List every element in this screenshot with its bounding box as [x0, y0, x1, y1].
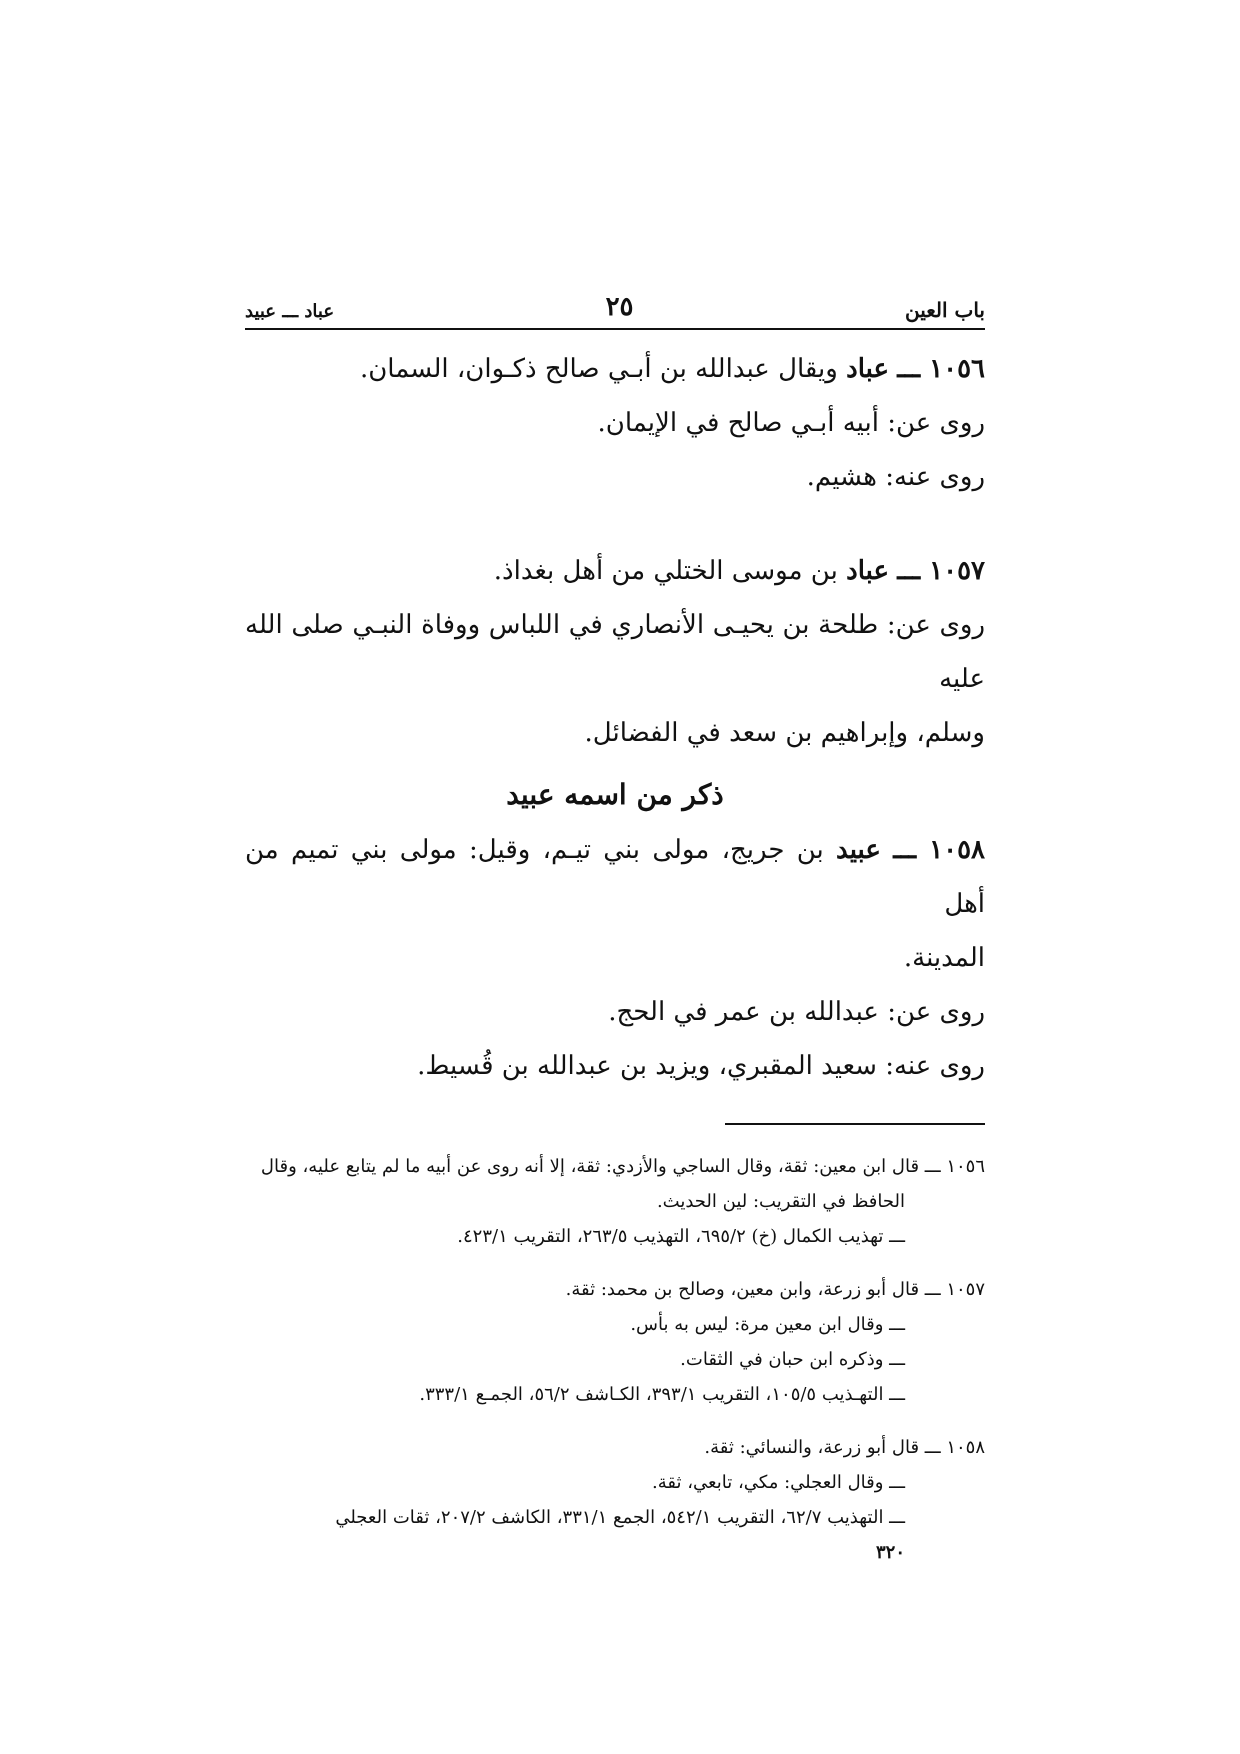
- footnote-1057: [245, 1272, 985, 1412]
- entry-1056: [245, 342, 985, 504]
- entry-line: المدينة.: [903, 943, 985, 973]
- entry-line: وسلم، وإبراهيم بن سعد في الفضائل.: [584, 718, 985, 748]
- header-section-title: باب العين: [904, 298, 985, 322]
- footnote-line: ١٠٥٧ ـــ قال أبو زرعة، وابن معين، وصالح بن محمد: ثقة.: [565, 1279, 985, 1300]
- running-header: [245, 286, 985, 330]
- footnote-line: ـــ وقال ابن معين مرة: ليس به بأس.: [630, 1314, 905, 1335]
- entry-title-line: [245, 823, 985, 931]
- footnote-line: ١٠٥٨ ـــ قال أبو زرعة، والنسائي: ثقة.: [704, 1437, 985, 1458]
- footnotes: [245, 1149, 985, 1570]
- entry-1058: [245, 823, 985, 1093]
- footnote-line: ـــ وقال العجلي: مكي، تابعي، ثقة.: [652, 1472, 905, 1493]
- entry-number: ١٠٥٦ ـــ: [897, 354, 985, 384]
- section-heading: ذكر من اسمه عبيد: [506, 778, 724, 811]
- footnote-1058: [245, 1430, 985, 1570]
- footnote-line: ـــ تهذيب الكمال (خ) ٦٩٥/٢، التهذيب ٢٦٣/٥، التقريب ٤٢٣/١.: [457, 1226, 905, 1247]
- footnote-line: ـــ التهذيب ٦٢/٧، التقريب ٥٤٢/١، الجمع ٣٣١/١، الكاشف ٢٠٧/٢، ثقات العجلي: [335, 1507, 905, 1528]
- entry-title-line: [245, 342, 985, 396]
- document-page: [245, 286, 985, 1588]
- entry-text: بن موسى الختلي من أهل بغداذ.: [493, 556, 838, 586]
- entry-line: روى عن: عبدالله بن عمر في الحج.: [608, 997, 985, 1027]
- entry-text: بن جريج، مولى بني تيـم، وقيل: مولى بني تميم من أهل: [245, 835, 985, 919]
- entry-text: ويقال عبدالله بن أبـي صالح ذكـوان، السمان.: [359, 354, 838, 384]
- entry-name: عباد: [846, 556, 889, 586]
- footnote-line: ١٠٥٦ ـــ قال ابن معين: ثقة، وقال الساجي والأزدي: ثقة، إلا أنه روى عن أبيه ما لم يتابع عليه، وقال: [260, 1156, 985, 1177]
- entry-number: ١٠٥٨ ـــ: [893, 835, 985, 865]
- footnote-divider: [725, 1123, 985, 1125]
- entry-line: روى عنه: سعيد المقبري، ويزيد بن عبدالله بن قُسيط.: [417, 1051, 985, 1081]
- footnote-line: الحافظ في التقريب: لين الحديث.: [656, 1191, 905, 1212]
- footnote-page-number: ٣٢٠: [875, 1542, 905, 1563]
- entry-1057: [245, 544, 985, 760]
- entry-line: روى عن: طلحة بن يحيـى الأنصاري في اللباس ووفاة النبـي صلى الله عليه: [245, 610, 985, 694]
- entry-line: روى عن: أبيه أبـي صالح في الإيمان.: [597, 408, 985, 438]
- footnote-line: ـــ وذكره ابن حبان في الثقات.: [680, 1349, 905, 1370]
- entry-number: ١٠٥٧ ـــ: [897, 556, 985, 586]
- footnote-line: ـــ التهـذيب ١٠٥/٥، التقريب ٣٩٣/١، الكـاشف ٥٦/٢، الجمـع ٣٣٣/١.: [419, 1384, 905, 1405]
- entry-line: روى عنه: هشيم.: [806, 462, 985, 492]
- entry-name: عباد: [846, 354, 889, 384]
- entry-name: عبيد: [836, 835, 881, 865]
- entry-title-line: [245, 544, 985, 598]
- footnote-1056: [245, 1149, 985, 1254]
- header-entry-range: عباد ـــ عبيد: [245, 301, 335, 322]
- header-page-number: ٢٥: [605, 292, 634, 322]
